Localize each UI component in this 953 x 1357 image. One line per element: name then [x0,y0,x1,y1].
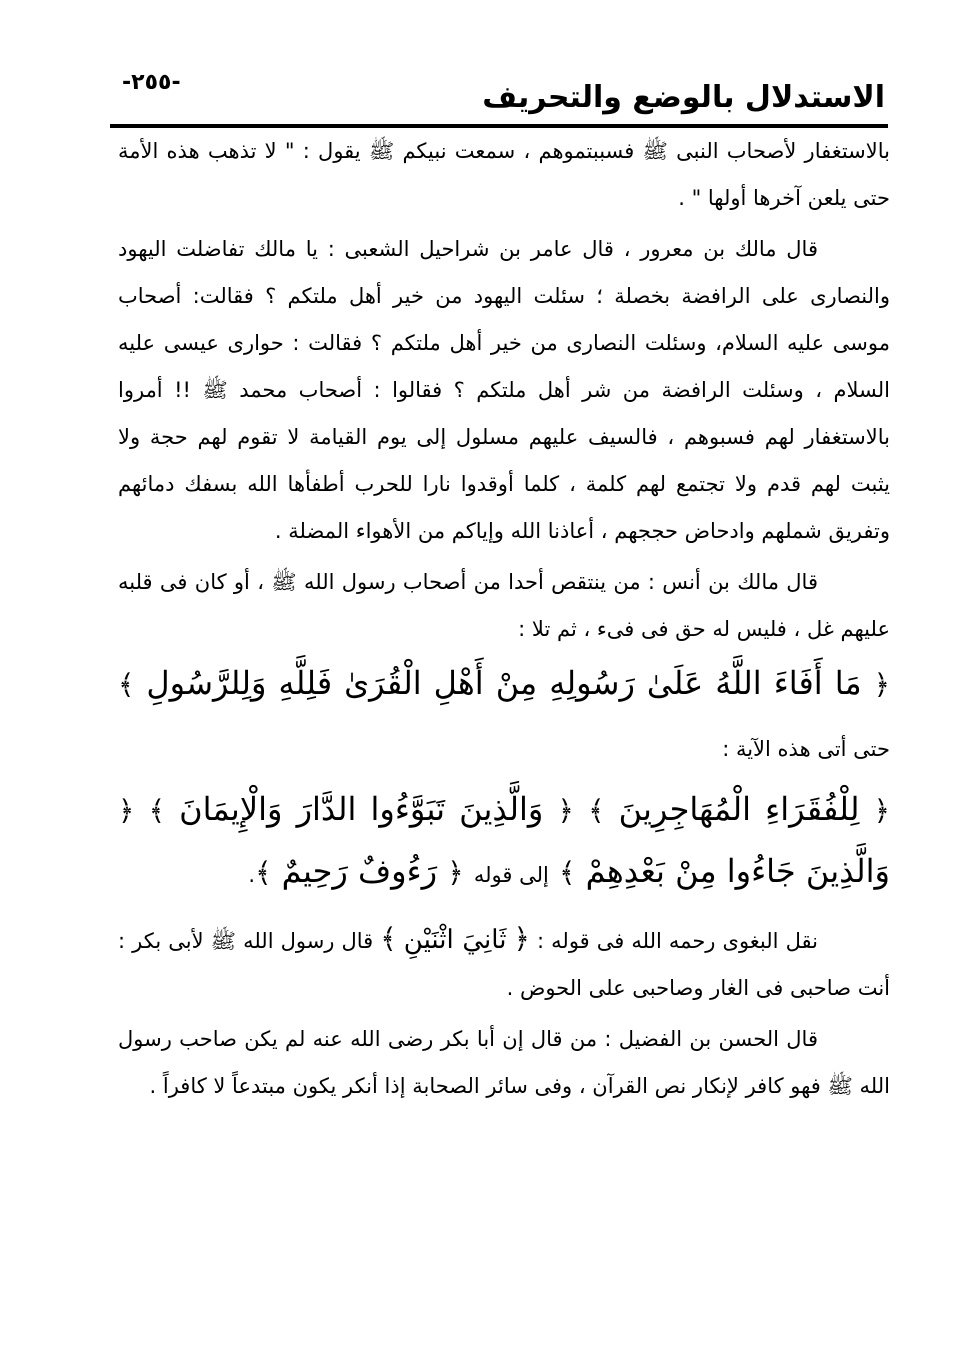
quran-bracket-close: ﴾ [588,794,605,827]
quran-bracket-close: ﴾ [380,922,397,955]
quran-block [118,653,890,905]
quran-line-2: ﴿ لِلْفُقَرَاءِ الْمُهَاجِرِينَ ﴾ ﴿ وَالَّذِينَ تَبَوَّءُوا الدَّارَ وَالْإِيمَانَ ﴾ ﴿ وَالَّذِينَ جَاءُوا مِنْ بَعْدِهِمْ ﴾ إلى قوله ﴿ رَءُوفٌ رَحِيمٌ ﴾. [118,790,891,890]
quran-line-1 [118,653,890,779]
paragraph-3: قال مالك بن أنس : من ينتقص أحدا من أصحاب رسول الله ﷺ ، أو كان فى قلبه عليهم غل ، فليس له حق فى فىء ، ثم تلا : [118,570,890,641]
quran-verse-4: وَالَّذِينَ جَاءُوا مِنْ بَعْدِهِمْ [585,852,890,890]
quran-bracket-open: ﴿ [118,794,135,827]
quran-bracket-close: ﴾ [118,668,135,701]
quran-bracket-open: ﴿ [873,794,891,827]
paragraph-5: قال الحسن بن الفضيل : من قال إن أبا بكر رضى الله عنه لم يكن صاحب رسول الله ﷺ فهو كافر لإنكار نص القرآن ، وفى سائر الصحابة إذا أنكر يكون مبتدعاً لا كافراً . [118,1027,890,1098]
running-title: الاستدلال بالوضع والتحريف [482,80,885,115]
paragraph-4-suffix: قال رسول الله ﷺ لأبى بكر : أنت صاحبى فى الغار وصاحبى على الحوض . [118,929,890,1000]
body-text [118,128,890,1110]
quran-bracket-open: ﴿ [873,668,891,701]
quran-verse-6: ثَانِيَ اثْنَيْنِ [403,925,507,955]
verse-4-suffix: إلى قوله [473,863,549,887]
verse-1-suffix: حتى أتى هذه الآية : [722,737,890,761]
quran-bracket-close: ﴾ [255,856,272,889]
quran-verse-1: مَا أَفَاءَ اللَّهُ عَلَىٰ رَسُولِهِ مِنْ أَهْلِ الْقُرَىٰ فَلِلَّهِ وَلِلرَّسُولِ [146,664,862,702]
paragraph-4-prefix: نقل البغوى رحمه الله فى قوله : [537,929,818,953]
quran-verse-5: رَءُوفٌ رَحِيمٌ [281,852,438,890]
quran-bracket-open: ﴿ [513,922,530,955]
quran-bracket-open: ﴿ [557,794,574,827]
quran-verse-2: لِلْفُقَرَاءِ الْمُهَاجِرِينَ [618,790,860,828]
quran-bracket-close: ﴾ [559,856,576,889]
page-number: -٢٥٥- [122,70,181,95]
paragraph-4 [118,915,890,1012]
quran-bracket-close: ﴾ [148,794,165,827]
quran-verse-3: وَالَّذِينَ تَبَوَّءُوا الدَّارَ وَالْإِيمَانَ [179,790,544,828]
paragraph-2: قال مالك بن معرور ، قال عامر بن شراحيل الشعبى : يا مالك تفاضلت اليهود والنصارى على الرافضة بخصلة ؛ سئلت اليهود من خير أهل ملتكم ؟ فقالت: أصحاب موسى عليه السلام، وسئلت النصارى من خير أهل ملتكم ؟ فقالت : حوارى عيسى عليه السلام ، وسئلت الرافضة من شر أهل ملتكم ؟ فقالوا : أصحاب محمد ﷺ !! أمروا بالاستغفار لهم فسبوهم ، فالسيف عليهم مسلول إلى يوم القيامة لا تقوم لهم حجة ولا يثبت لهم قدم ولا تجتمع لهم كلمة ، كلما أوقدوا نارا للحرب أطفأها الله بسفك دمائهم وتفريق شملهم وادحاض حججهم ، أعاذنا الله وإياكم من الأهواء المضلة . [118,237,890,543]
quran-bracket-open: ﴿ [447,856,464,889]
paragraph-1: بالاستغفار لأصحاب النبى ﷺ فسببتموهم ، سمعت نبيكم ﷺ يقول : " لا تذهب هذه الأمة حتى يلعن آخرها أولها " . [118,139,890,210]
